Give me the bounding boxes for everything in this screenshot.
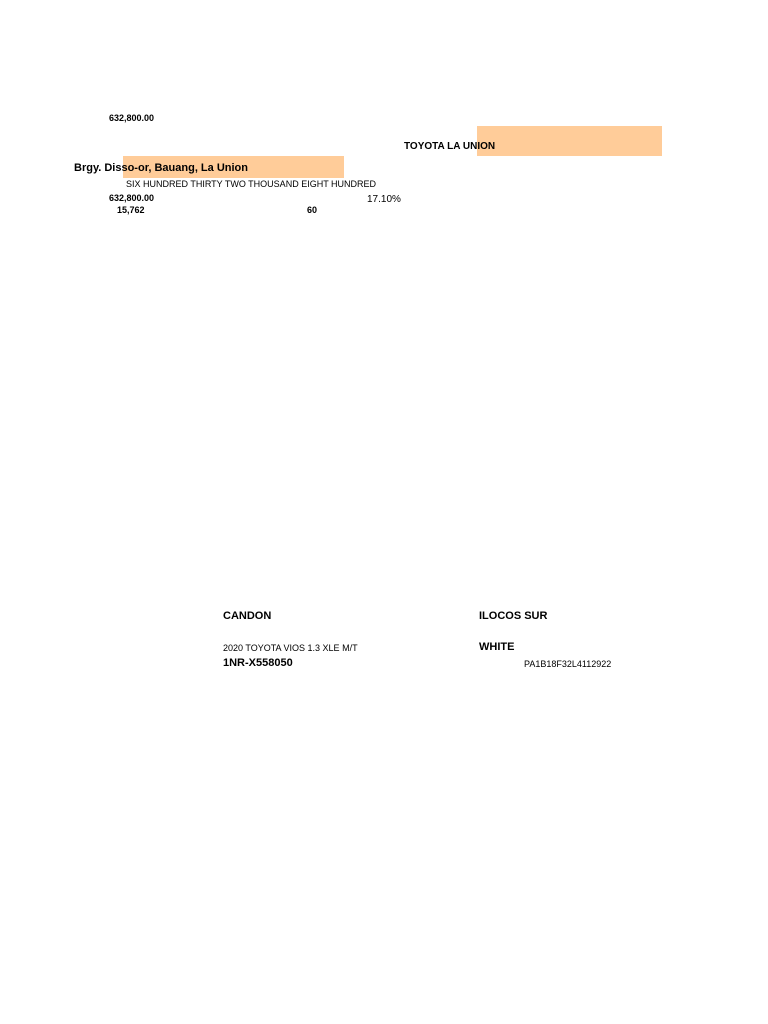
monthly-amortization: 15,762	[117, 205, 145, 215]
province: ILOCOS SUR	[479, 610, 548, 622]
engine-number: 1NR-X558050	[223, 657, 293, 669]
city: CANDON	[223, 610, 272, 622]
amount-in-words: SIX HUNDRED THIRTY TWO THOUSAND EIGHT HUNDRED	[126, 179, 377, 189]
loan-amount: 632,800.00	[109, 193, 155, 203]
dealer-address: Brgy. Disso-or, Bauang, La Union	[74, 162, 248, 174]
chassis-number: PA1B18F32L4112922	[524, 659, 612, 669]
dealer-name: TOYOTA LA UNION	[404, 141, 496, 152]
amount-top: 632,800.00	[109, 113, 155, 123]
vehicle-color: WHITE	[479, 641, 515, 653]
loan-term: 60	[307, 205, 318, 215]
interest-rate: 17.10%	[367, 194, 401, 205]
dealer-name-highlight	[477, 126, 662, 156]
vehicle-model: 2020 TOYOTA VIOS 1.3 XLE M/T	[223, 643, 358, 653]
